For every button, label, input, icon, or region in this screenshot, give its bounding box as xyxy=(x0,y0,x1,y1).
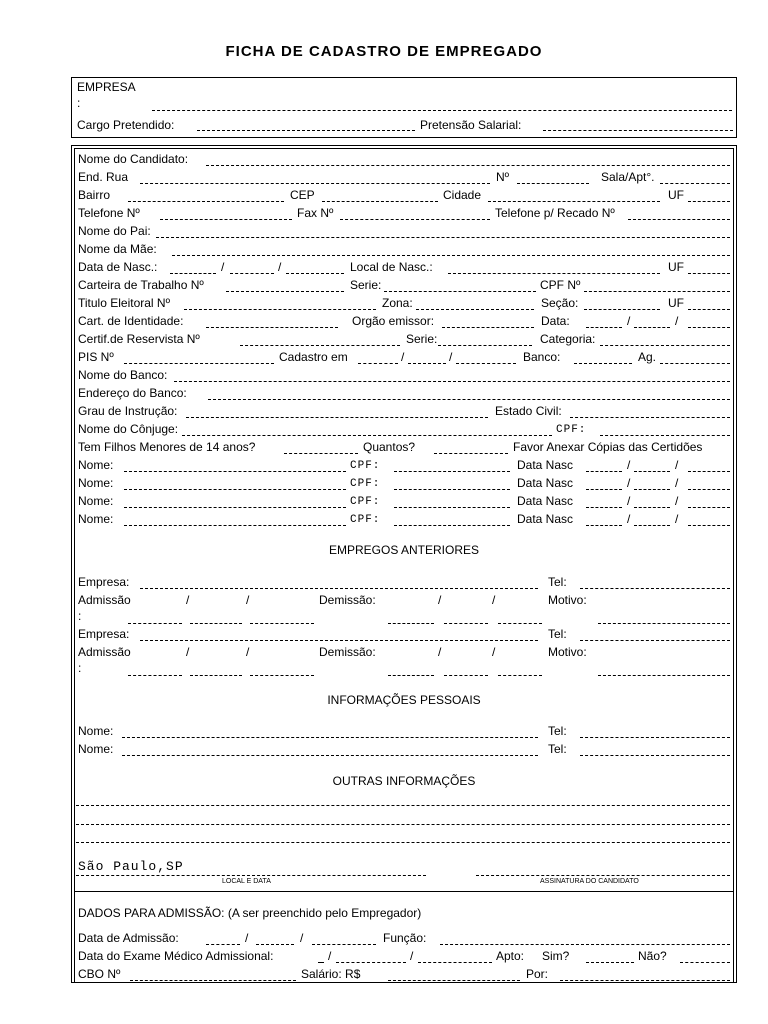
ag-field[interactable] xyxy=(660,363,730,364)
uf-field-1[interactable] xyxy=(688,201,730,202)
child-month-field[interactable] xyxy=(634,507,670,508)
emprego-admissao-year-field[interactable] xyxy=(250,675,314,676)
child-cpf-field[interactable] xyxy=(394,507,510,508)
cadastro-label: Cadastro em xyxy=(279,350,348,364)
child-name-field[interactable] xyxy=(124,507,346,508)
emprego-demissao-label: Demissão: xyxy=(319,593,376,607)
exame-month-field[interactable] xyxy=(336,962,406,963)
telefone-recado-field[interactable] xyxy=(628,219,730,220)
child-year-field[interactable] xyxy=(688,471,730,472)
assinatura-caption: ASSINATURA DO CANDIDATO xyxy=(540,878,639,885)
exame-day-field[interactable] xyxy=(318,962,324,963)
emprego-admissao-day-field[interactable] xyxy=(128,675,182,676)
local-data-value: São Paulo,SP xyxy=(78,859,184,874)
secao-label: Seção: xyxy=(541,296,579,310)
emprego-empresa-field[interactable] xyxy=(140,640,538,641)
child-data-nasc-label: Data Nasc xyxy=(517,458,574,472)
emprego-demissao-year-field[interactable] xyxy=(498,623,542,624)
child-name-field[interactable] xyxy=(124,471,346,472)
slash: / xyxy=(438,593,442,607)
cadastro-year-field[interactable] xyxy=(456,363,516,364)
child-month-field[interactable] xyxy=(634,471,670,472)
telefone-label: Telefone Nº xyxy=(78,206,140,220)
titulo-field[interactable] xyxy=(184,309,376,310)
data-admissao-day-field[interactable] xyxy=(206,944,240,945)
child-day-field[interactable] xyxy=(586,471,622,472)
cpf-no-label: CPF Nº xyxy=(540,278,581,292)
child-cpf-label: CPF: xyxy=(350,460,381,472)
pessoais-nome-field[interactable] xyxy=(122,737,538,738)
emprego-motivo-field[interactable] xyxy=(598,675,730,676)
grau-label: Grau de Instrução: xyxy=(78,404,178,418)
filhos-label: Tem Filhos Menores de 14 anos? xyxy=(78,440,256,454)
numero-label: Nº xyxy=(496,170,510,184)
emprego-admissao-colon: : xyxy=(78,661,82,675)
child-cpf-label: CPF: xyxy=(350,478,381,490)
nao-field[interactable] xyxy=(680,962,730,963)
emprego-tel-field[interactable] xyxy=(580,640,730,641)
nao-label: Não? xyxy=(638,949,667,963)
emprego-demissao-month-field[interactable] xyxy=(444,675,488,676)
slash: / xyxy=(675,476,679,490)
cadastro-month-field[interactable] xyxy=(408,363,446,364)
categoria-label: Categoria: xyxy=(540,332,596,346)
child-name-label: Nome: xyxy=(78,494,114,508)
quantos-label: Quantos? xyxy=(363,440,416,454)
slash: / xyxy=(627,458,631,472)
por-label: Por: xyxy=(526,967,549,981)
sim-field[interactable] xyxy=(586,962,634,963)
slash: / xyxy=(627,476,631,490)
sala-field[interactable] xyxy=(660,183,730,184)
zona-field[interactable] xyxy=(416,309,534,310)
child-name-field[interactable] xyxy=(124,489,346,490)
child-cpf-label: CPF: xyxy=(350,514,381,526)
estado-civil-label: Estado Civil: xyxy=(495,404,562,418)
slash: / xyxy=(245,931,249,945)
admissao-heading: DADOS PARA ADMISSÃO: (A ser preenchido pelo Empregador) xyxy=(78,906,422,920)
apto-label: Apto: xyxy=(496,949,525,963)
slash: / xyxy=(186,645,190,659)
serie-label-2: Serie: xyxy=(406,332,438,346)
sala-label: Sala/Apt°. xyxy=(601,170,655,184)
outras-line-3[interactable] xyxy=(76,842,730,843)
por-field[interactable] xyxy=(560,980,730,981)
salario-label: Salário: R$ xyxy=(301,967,361,981)
telefone-field[interactable] xyxy=(160,219,292,220)
identidade-field[interactable] xyxy=(206,327,338,328)
child-month-field[interactable] xyxy=(634,525,670,526)
data-nasc-label: Data de Nasc.: xyxy=(78,260,158,274)
filhos-field[interactable] xyxy=(284,453,358,454)
cep-label: CEP xyxy=(290,188,315,202)
data-admissao-year-field[interactable] xyxy=(312,944,376,945)
emprego-demissao-label: Demissão: xyxy=(319,645,376,659)
pis-label: PIS Nº xyxy=(78,350,114,364)
banco-field[interactable] xyxy=(574,363,632,364)
emprego-admissao-year-field[interactable] xyxy=(250,623,314,624)
child-name-label: Nome: xyxy=(78,512,114,526)
cargo-label: Cargo Pretendido: xyxy=(77,118,175,132)
pessoais-tel-label: Tel: xyxy=(548,742,567,756)
reservista-label: Certif.de Reservista Nº xyxy=(78,332,200,346)
data-admissao-label: Data de Admissão: xyxy=(78,931,179,945)
emprego-admissao-colon: : xyxy=(78,609,82,623)
child-cpf-field[interactable] xyxy=(394,471,510,472)
data-label: Data: xyxy=(541,314,570,328)
cidade-field[interactable] xyxy=(488,201,660,202)
emprego-empresa-label: Empresa: xyxy=(78,627,130,641)
cpf-no-field[interactable] xyxy=(584,291,730,292)
emprego-admissao-month-field[interactable] xyxy=(190,675,242,676)
child-year-field[interactable] xyxy=(688,525,730,526)
slash: / xyxy=(492,593,496,607)
mae-field[interactable] xyxy=(172,255,730,256)
uf-field-2[interactable] xyxy=(688,273,730,274)
cadastro-day-field[interactable] xyxy=(358,363,398,364)
child-cpf-field[interactable] xyxy=(394,525,510,526)
outras-line-1[interactable] xyxy=(76,805,730,806)
nome-banco-field[interactable] xyxy=(174,381,730,382)
conjuge-field[interactable] xyxy=(182,435,552,436)
slash: / xyxy=(221,260,225,274)
form-title: FICHA DE CADASTRO DE EMPREGADO xyxy=(225,43,543,60)
emprego-admissao-label: Admissão xyxy=(78,593,131,607)
uf-label-1: UF xyxy=(668,188,684,202)
slash: / xyxy=(627,512,631,526)
orgao-label: Orgão emissor: xyxy=(352,314,435,328)
grau-field[interactable] xyxy=(186,417,488,418)
reservista-field[interactable] xyxy=(240,345,400,346)
sim-label: Sim? xyxy=(542,949,570,963)
outras-line-2[interactable] xyxy=(76,824,730,825)
child-day-field[interactable] xyxy=(586,525,622,526)
data-nasc-day-field[interactable] xyxy=(170,273,216,274)
fax-field[interactable] xyxy=(340,219,490,220)
child-data-nasc-label: Data Nasc xyxy=(517,494,574,508)
child-data-nasc-label: Data Nasc xyxy=(517,512,574,526)
exame-label: Data do Exame Médico Admissional: xyxy=(78,949,274,963)
fax-label: Fax Nº xyxy=(297,206,334,220)
emprego-empresa-field[interactable] xyxy=(140,588,538,589)
child-month-field[interactable] xyxy=(634,489,670,490)
emprego-motivo-label: Motivo: xyxy=(548,645,587,659)
child-data-nasc-label: Data Nasc xyxy=(517,476,574,490)
cidade-label: Cidade xyxy=(443,188,482,202)
assinatura-field[interactable] xyxy=(476,875,730,876)
outras-heading: OUTRAS INFORMAÇÕES xyxy=(332,774,476,788)
slash: / xyxy=(186,593,190,607)
conjuge-cpf-label: CPF: xyxy=(556,424,587,436)
candidate-name-label: Nome do Candidato: xyxy=(78,152,189,166)
endereco-banco-label: Endereço do Banco: xyxy=(78,386,187,400)
pessoais-tel-field[interactable] xyxy=(580,737,730,738)
pis-field[interactable] xyxy=(124,363,274,364)
serie-field-1[interactable] xyxy=(384,291,536,292)
slash: / xyxy=(627,314,631,328)
emprego-admissao-day-field[interactable] xyxy=(128,623,182,624)
slash: / xyxy=(410,949,414,963)
slash: / xyxy=(401,350,405,364)
estado-civil-field[interactable] xyxy=(570,417,730,418)
uf-label-2: UF xyxy=(668,260,684,274)
child-cpf-field[interactable] xyxy=(394,489,510,490)
pessoais-nome-label: Nome: xyxy=(78,742,114,756)
empregos-heading: EMPREGOS ANTERIORES xyxy=(328,543,480,557)
emprego-admissao-month-field[interactable] xyxy=(190,623,242,624)
emprego-tel-field[interactable] xyxy=(580,588,730,589)
slash: / xyxy=(675,494,679,508)
pretensao-field[interactable] xyxy=(543,130,733,131)
emprego-tel-label: Tel: xyxy=(548,627,567,641)
quantos-field[interactable] xyxy=(434,453,508,454)
cbo-label: CBO Nº xyxy=(78,967,121,981)
child-day-field[interactable] xyxy=(586,489,622,490)
emprego-motivo-field[interactable] xyxy=(598,623,730,624)
local-data-field[interactable] xyxy=(76,875,426,876)
data-month-field[interactable] xyxy=(634,327,670,328)
data-admissao-month-field[interactable] xyxy=(256,944,294,945)
cep-field[interactable] xyxy=(322,201,438,202)
cargo-field[interactable] xyxy=(197,130,415,131)
titulo-label: Titulo Eleitoral Nº xyxy=(78,296,170,310)
pretensao-label: Pretensão Salarial: xyxy=(420,118,522,132)
pai-label: Nome do Pai: xyxy=(78,224,151,238)
emprego-demissao-year-field[interactable] xyxy=(498,675,542,676)
nome-banco-label: Nome do Banco: xyxy=(78,368,168,382)
zona-label: Zona: xyxy=(382,296,413,310)
ag-label: Ag. xyxy=(638,350,657,364)
slash: / xyxy=(300,931,304,945)
end-rua-label: End. Rua xyxy=(78,170,129,184)
emprego-admissao-label: Admissão xyxy=(78,645,131,659)
slash: / xyxy=(278,260,282,274)
mae-label: Nome da Mãe: xyxy=(78,242,157,256)
child-cpf-label: CPF: xyxy=(350,496,381,508)
slash: / xyxy=(246,645,250,659)
pessoais-tel-label: Tel: xyxy=(548,724,567,738)
end-rua-field[interactable] xyxy=(140,183,490,184)
emprego-demissao-day-field[interactable] xyxy=(388,675,434,676)
favor-anexar-text: Favor Anexar Cópias das Certidões xyxy=(513,440,703,454)
slash: / xyxy=(328,949,332,963)
emprego-empresa-label: Empresa: xyxy=(78,575,130,589)
pessoais-heading: INFORMAÇÕES PESSOAIS xyxy=(327,693,481,707)
emprego-demissao-month-field[interactable] xyxy=(444,623,488,624)
bairro-label: Bairro xyxy=(78,188,111,202)
carteira-label: Carteira de Trabalho Nº xyxy=(78,278,204,292)
emprego-motivo-label: Motivo: xyxy=(548,593,587,607)
serie-field-2[interactable] xyxy=(438,345,532,346)
child-year-field[interactable] xyxy=(688,489,730,490)
pessoais-nome-field[interactable] xyxy=(122,755,538,756)
conjuge-label: Nome do Cônjuge: xyxy=(78,422,179,436)
secao-field[interactable] xyxy=(584,309,660,310)
slash: / xyxy=(449,350,453,364)
cbo-field[interactable] xyxy=(130,980,296,981)
slash: / xyxy=(675,458,679,472)
child-name-label: Nome: xyxy=(78,458,114,472)
orgao-field[interactable] xyxy=(442,327,534,328)
admission-divider xyxy=(74,891,734,892)
slash: / xyxy=(675,314,679,328)
child-day-field[interactable] xyxy=(586,507,622,508)
telefone-recado-label: Telefone p/ Recado Nº xyxy=(495,206,615,220)
pai-field[interactable] xyxy=(156,237,730,238)
child-year-field[interactable] xyxy=(688,507,730,508)
banco-label: Banco: xyxy=(523,350,561,364)
empresa-colon: : xyxy=(77,96,81,110)
data-year-field[interactable] xyxy=(688,327,730,328)
empresa-label: EMPRESA xyxy=(77,80,136,94)
local-nasc-label: Local de Nasc.: xyxy=(350,260,433,274)
endereco-banco-field[interactable] xyxy=(208,399,730,400)
salario-field[interactable] xyxy=(388,980,520,981)
local-data-caption: LOCAL E DATA xyxy=(222,878,271,885)
carteira-field[interactable] xyxy=(226,291,344,292)
uf-field-3[interactable] xyxy=(688,309,730,310)
slash: / xyxy=(627,494,631,508)
emprego-demissao-day-field[interactable] xyxy=(388,623,434,624)
data-nasc-month-field[interactable] xyxy=(230,273,274,274)
candidate-name-field[interactable] xyxy=(206,165,730,166)
pessoais-nome-label: Nome: xyxy=(78,724,114,738)
identidade-label: Cart. de Identidade: xyxy=(78,314,184,328)
child-name-label: Nome: xyxy=(78,476,114,490)
funcao-field[interactable] xyxy=(440,944,730,945)
slash: / xyxy=(246,593,250,607)
empresa-field[interactable] xyxy=(152,110,732,111)
bairro-field[interactable] xyxy=(128,201,284,202)
slash: / xyxy=(492,645,496,659)
funcao-label: Função: xyxy=(383,931,427,945)
slash: / xyxy=(675,512,679,526)
uf-label-3: UF xyxy=(668,296,684,310)
child-name-field[interactable] xyxy=(124,525,346,526)
data-day-field[interactable] xyxy=(586,327,622,328)
pessoais-tel-field[interactable] xyxy=(580,755,730,756)
serie-label-1: Serie: xyxy=(350,278,382,292)
data-nasc-year-field[interactable] xyxy=(286,273,344,274)
exame-year-field[interactable] xyxy=(418,962,492,963)
conjuge-cpf-field[interactable] xyxy=(600,435,730,436)
emprego-tel-label: Tel: xyxy=(548,575,567,589)
local-nasc-field[interactable] xyxy=(448,273,660,274)
categoria-field[interactable] xyxy=(600,345,730,346)
numero-field[interactable] xyxy=(517,183,589,184)
slash: / xyxy=(438,645,442,659)
